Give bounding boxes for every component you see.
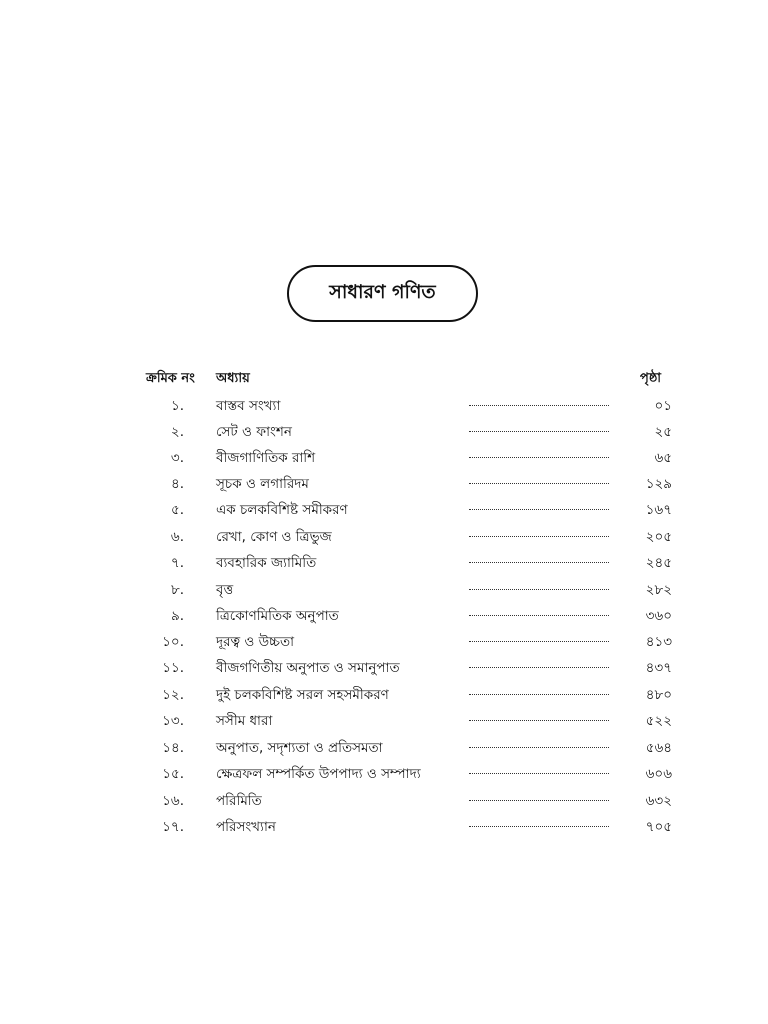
row-serial: ৩. — [170, 450, 184, 466]
dot-leader — [469, 457, 609, 458]
row-page: ৬৫ — [654, 450, 672, 466]
toc-row[interactable] — [0, 474, 768, 500]
toc-row[interactable] — [0, 553, 768, 579]
toc-row[interactable] — [0, 396, 768, 422]
row-page: ২৮২ — [645, 582, 672, 598]
dot-leader — [469, 536, 609, 537]
row-page: ৪৮০ — [645, 687, 672, 703]
row-serial: ১০. — [162, 634, 184, 650]
dot-leader — [469, 667, 609, 668]
row-serial: ১৫. — [162, 766, 184, 782]
row-chapter[interactable]: রেখা, কোণ ও ত্রিভুজ — [216, 529, 332, 545]
header-serial: ক্রমিক নং — [146, 371, 195, 386]
row-page: ৬০৬ — [645, 766, 672, 782]
row-page: ৪৩৭ — [645, 660, 672, 676]
toc-row[interactable] — [0, 527, 768, 553]
row-page: ৬৩২ — [645, 793, 672, 809]
toc-row[interactable] — [0, 685, 768, 711]
row-page: ২৫ — [654, 424, 672, 440]
row-serial: ১২. — [162, 687, 184, 703]
toc-row[interactable] — [0, 500, 768, 526]
dot-leader — [469, 800, 609, 801]
row-page: ৭০৫ — [645, 819, 672, 835]
dot-leader — [469, 509, 609, 510]
row-chapter[interactable]: ব্যবহারিক জ্যামিতি — [216, 555, 317, 571]
row-serial: ৪. — [170, 476, 184, 492]
toc-row[interactable] — [0, 764, 768, 790]
row-chapter[interactable]: সূচক ও লগারিদম — [216, 476, 309, 492]
dot-leader — [469, 562, 609, 563]
row-chapter[interactable]: ত্রিকোণমিতিক অনুপাত — [216, 608, 339, 624]
row-serial: ২. — [170, 424, 184, 440]
row-chapter[interactable]: বীজগাণিতিক রাশি — [216, 450, 316, 466]
row-serial: ১৩. — [162, 713, 184, 729]
row-chapter[interactable]: বাস্তব সংখ্যা — [216, 398, 281, 414]
row-serial: ৫. — [170, 502, 184, 518]
toc-row[interactable] — [0, 580, 768, 606]
row-page: ১২৯ — [645, 476, 672, 492]
row-page: ৫২২ — [645, 713, 672, 729]
dot-leader — [469, 641, 609, 642]
page-title: সাধারণ গণিত — [329, 280, 436, 303]
row-chapter[interactable]: সসীম ধারা — [216, 713, 273, 729]
row-page: ১৬৭ — [645, 502, 672, 518]
toc-row[interactable] — [0, 422, 768, 448]
row-chapter[interactable]: বীজগণিতীয় অনুপাত ও সমানুপাত — [216, 660, 400, 676]
row-serial: ১১. — [162, 660, 184, 676]
row-chapter[interactable]: সেট ও ফাংশন — [216, 424, 292, 440]
row-serial: ১. — [170, 398, 184, 414]
row-page: ২০৫ — [645, 529, 672, 545]
dot-leader — [469, 773, 609, 774]
row-page: ৩৬০ — [645, 608, 672, 624]
toc-row[interactable] — [0, 817, 768, 843]
row-chapter[interactable]: পরিমিতি — [216, 793, 262, 809]
toc-row[interactable] — [0, 738, 768, 764]
row-page: ৫৬৪ — [645, 740, 672, 756]
row-chapter[interactable]: দূরত্ব ও উচ্চতা — [216, 634, 295, 650]
toc-row[interactable] — [0, 606, 768, 632]
row-serial: ১৬. — [162, 793, 184, 809]
row-chapter[interactable]: এক চলকবিশিষ্ট সমীকরণ — [216, 502, 348, 518]
row-chapter[interactable]: বৃত্ত — [216, 582, 234, 598]
dot-leader — [469, 589, 609, 590]
dot-leader — [469, 747, 609, 748]
row-serial: ৯. — [170, 608, 184, 624]
row-serial: ৬. — [170, 529, 184, 545]
header-chapter: অধ্যায় — [216, 371, 250, 386]
row-chapter[interactable]: অনুপাত, সদৃশ্যতা ও প্রতিসমতা — [216, 740, 383, 756]
row-serial: ৭. — [170, 555, 184, 571]
row-page: ২৪৫ — [645, 555, 672, 571]
toc-row[interactable] — [0, 632, 768, 658]
toc-row[interactable] — [0, 711, 768, 737]
header-page: পৃষ্ঠা — [640, 371, 662, 386]
dot-leader — [469, 720, 609, 721]
dot-leader — [469, 431, 609, 432]
row-serial: ৮. — [170, 582, 184, 598]
row-chapter[interactable]: পরিসংখ্যান — [216, 819, 276, 835]
toc-row[interactable] — [0, 791, 768, 817]
dot-leader — [469, 694, 609, 695]
dot-leader — [469, 483, 609, 484]
row-chapter[interactable]: দুই চলকবিশিষ্ট সরল সহসমীকরণ — [216, 687, 389, 703]
row-page: ০১ — [654, 398, 672, 414]
dot-leader — [469, 615, 609, 616]
row-serial: ১৭. — [162, 819, 184, 835]
dot-leader — [469, 826, 609, 827]
toc-row[interactable] — [0, 658, 768, 684]
dot-leader — [469, 405, 609, 406]
row-page: ৪১৩ — [645, 634, 672, 650]
row-chapter[interactable]: ক্ষেত্রফল সম্পর্কিত উপপাদ্য ও সম্পাদ্য — [216, 766, 421, 782]
row-serial: ১৪. — [162, 740, 184, 756]
toc-row[interactable] — [0, 448, 768, 474]
